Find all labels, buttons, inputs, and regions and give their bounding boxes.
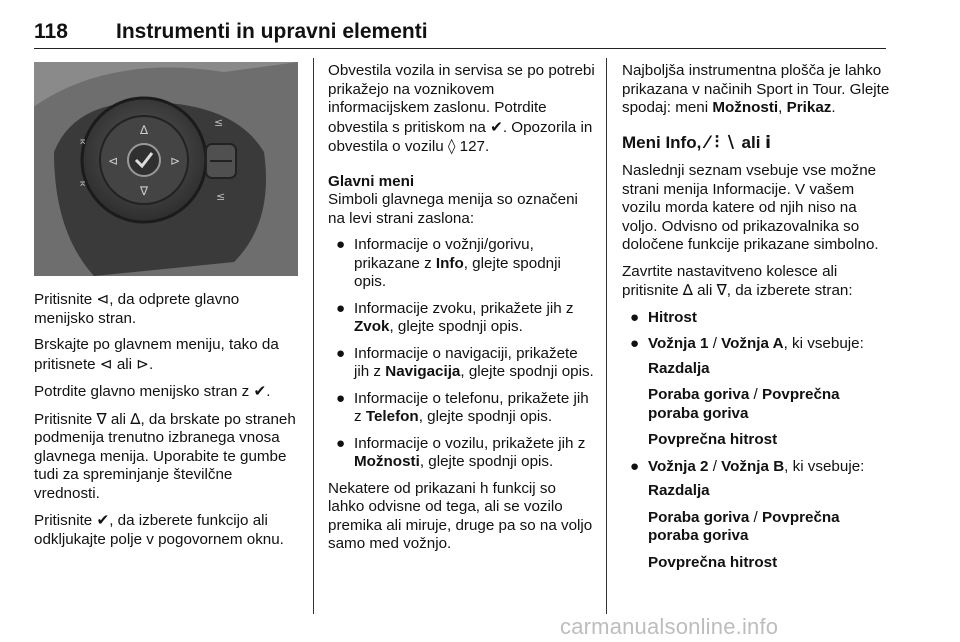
list-item: ● Informacije o telefonu, prikažete jih z Telefon, glejte spodnji opis. (336, 389, 589, 425)
svg-text:⊲: ⊲ (108, 154, 119, 168)
info-pages-list (622, 309, 892, 573)
steering-wheel-controls-photo (34, 62, 298, 276)
left-arrow-icon: ⊲ (96, 290, 110, 308)
page-title: Instrumenti in upravni elementi (116, 20, 428, 43)
svg-text:∇: ∇ (140, 184, 149, 198)
steering-wheel-illustration (34, 62, 298, 276)
paragraph: Pritisnite ✔, da izberete funkcijo ali odkljukajte polje v pogovornem oknu. (34, 511, 284, 548)
right-arrow-icon: ⊳ (136, 354, 149, 373)
list-item: ● Informacije zvoku, prikažete jih z Zvok, glejte spodnji opis. (336, 299, 574, 335)
reference-arrow-icon: ◊ (447, 137, 456, 155)
paragraph: Zavrtite nastavitveno kolesce ali pritisnite ∆ ali ∇, da izberete stran: (622, 262, 853, 299)
paragraph: Najboljša instrumentna plošča je lahko prikazana v načinih Sport in Tour. Glejte spodaj: meni Možnosti, Prikaz. (622, 62, 890, 116)
sub-item: Poraba goriva / Povprečna poraba goriva (648, 386, 840, 422)
down-arrow-icon: ∇ (716, 281, 727, 299)
svg-text:∆: ∆ (140, 123, 149, 137)
up-arrow-icon: ∆ (682, 281, 693, 299)
list-item: ● Informacije o navigaciji, prikažete jih z Navigacija, glejte spodnji opis. (336, 344, 594, 380)
page-header (34, 14, 886, 49)
paragraph: Simboli glavnega menija so označeni na levi strani zaslona: (328, 191, 578, 227)
column-2 (328, 62, 596, 562)
info-icon: ⅰ (765, 132, 771, 153)
sub-item: Povprečna hitrost (648, 553, 778, 571)
sub-item: Razdalja (648, 359, 710, 377)
main-menu-list (328, 236, 596, 472)
check-icon: ✔ (96, 511, 110, 529)
paragraph: Potrdite glavno menijsko stran z ✔. (34, 382, 271, 400)
column-divider (606, 58, 607, 614)
paragraph: Brskajte po glavnem meniju, tako da pritisnete ⊲ ali ⊳. (34, 336, 279, 373)
check-icon: ✔ (253, 382, 267, 400)
svg-text:≤: ≤ (216, 190, 226, 203)
svg-text:⌅: ⌅ (78, 176, 88, 189)
sub-item: Razdalja (648, 482, 710, 499)
paragraph: Obvestila vozila in servisa se po potrebi prikažejo na voznikovem informacijskem zaslonu. Potrdite obvestila s pritiskom na ✔. Opozorila in obvestila o vozilu ◊ 127. (328, 62, 595, 155)
list-item: ● Informacije o vožnji/gorivu, prikazane z Info, glejte spodnji opis. (336, 236, 561, 290)
column-divider (313, 58, 314, 614)
down-arrow-icon: ∇ (96, 409, 107, 428)
paragraph: Pritisnite ∇ ali ∆, da brskate po straneh podmenija trenutno izbranega vnosa glavnega menija. Uporabite te gumbe tudi za spreminjanje številčne vrednosti. (34, 409, 296, 502)
svg-text:≤: ≤ (214, 116, 224, 129)
paragraph: Pritisnite ⊲, da odprete glavno menijsko stran. (34, 290, 240, 327)
up-arrow-icon: ∆ (130, 409, 141, 428)
svg-text:⌅: ⌅ (78, 134, 88, 147)
list-item: ● Informacije o vozilu, prikažete jih z Možnosti, glejte spodnji opis. (336, 434, 586, 470)
list-item: ● Vožnja 2 / Vožnja B, ki vsebuje: Razdalja Poraba goriva / Povprečna poraba goriva Povprečna hitrost (622, 458, 892, 573)
section-heading: Meni Info, ⁄ ⫶ ∖ ali ⅰ (622, 132, 771, 153)
info-icons: ⁄ ⫶ ∖ (706, 132, 737, 153)
page-number: 118 (34, 20, 68, 43)
sub-item: Povprečna hitrost (648, 431, 778, 448)
column-3 (622, 62, 892, 580)
paragraph: Nekatere od prikazani h funkcij so lahko odvisne od tega, ali se vozilo premika ali miruje, druge pa so na voljo samo med vožnjo. (328, 479, 593, 552)
sub-item: Poraba goriva / Povprečna poraba goriva (648, 508, 840, 544)
list-item: ● Vožnja 1 / Vožnja A, ki vsebuje: Razdalja Poraba goriva / Povprečna poraba goriva Povprečna hitrost (622, 335, 892, 450)
list-item: ● Hitrost (630, 308, 697, 326)
svg-text:⊳: ⊳ (170, 154, 181, 168)
section-title: Glavni meni (328, 172, 415, 190)
left-arrow-icon: ⊲ (99, 354, 113, 373)
check-icon: ✔ (490, 117, 503, 136)
watermark: carmanualsonline.info (560, 614, 779, 639)
paragraph: Naslednji seznam vsebuje vse možne strani menija Informacije. V vašem vozilu morda katere od njih niso na voljo. Odvisno od prikazovalnika so določene funkcije prikazane simbolno. (622, 162, 879, 253)
